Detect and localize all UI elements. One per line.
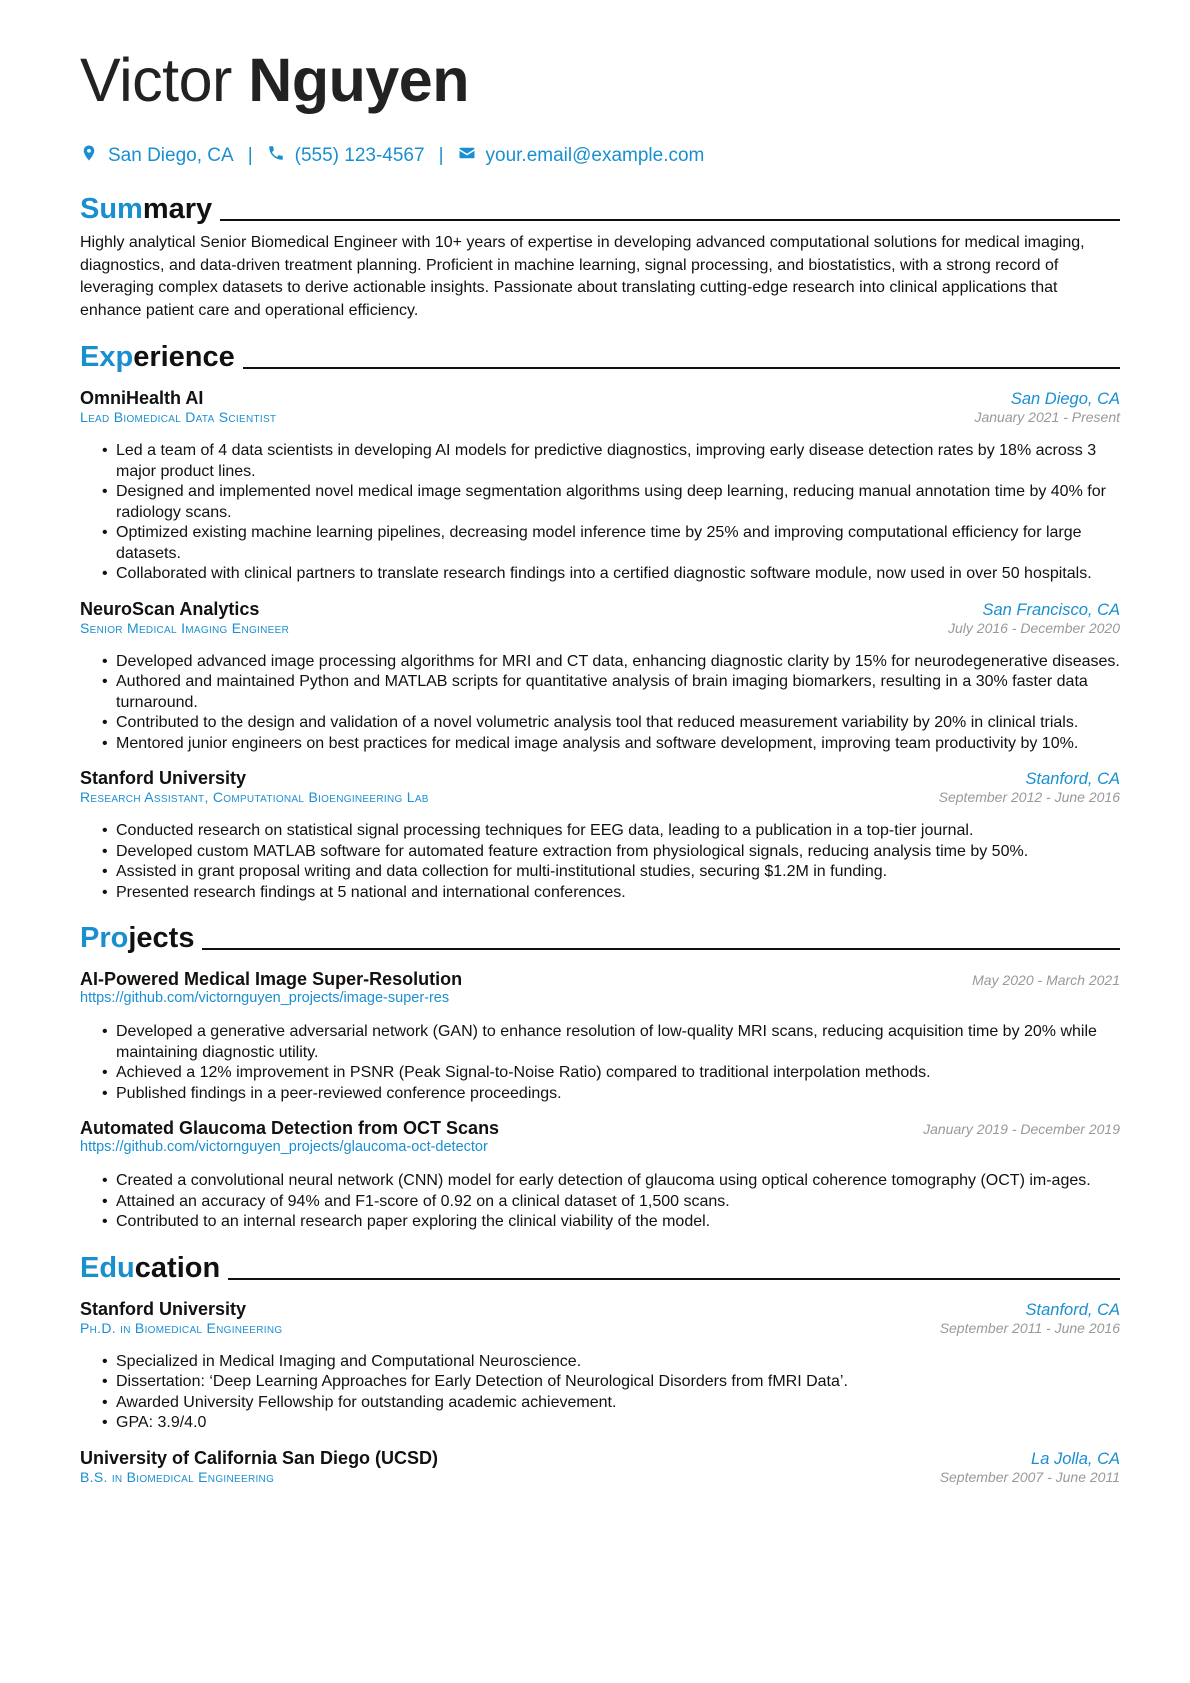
company-name: OmniHealth AI — [80, 388, 204, 408]
education-section — [80, 1239, 1120, 1485]
project-entry — [80, 1118, 1120, 1233]
list-item: • Achieved a 12% improvement in PSNR (Peak Signal-to-Noise Ratio) compared to traditional interpolation methods. — [80, 1063, 1120, 1084]
bullet-list — [80, 821, 1120, 903]
project-link[interactable]: https://github.com/victornguyen_projects/glaucoma-oct-detector — [80, 1139, 488, 1155]
list-item: • Attained an accuracy of 94% and F1-score of 0.92 on a clinical dataset of 1,500 scans. — [80, 1192, 1120, 1213]
project-name: Automated Glaucoma Detection from OCT Scans — [80, 1118, 500, 1138]
job-dates: January 2021 - Present — [974, 409, 1120, 425]
section-title: Experience — [80, 341, 235, 373]
last-name: Nguyen — [248, 46, 469, 114]
section-title: Projects — [80, 922, 195, 954]
list-item: • Conducted research on statistical signal processing techniques for EEG data, leading to a publication in a top-tier journal. — [80, 821, 1120, 842]
school-location: Stanford, CA — [1025, 1300, 1120, 1319]
degree: Ph.D. in Biomedical Engineering — [80, 1319, 283, 1336]
list-item: • Optimized existing machine learning pipelines, decreasing model inference time by 25% and improving computational efficiency for large datasets. — [80, 523, 1120, 564]
section-header — [80, 909, 1120, 953]
project-entry — [80, 969, 1120, 1104]
list-item: • Mentored junior engineers on best practices for medical image analysis and software development, improving team productivity by 10%. — [80, 734, 1120, 755]
experience-entry — [80, 768, 1120, 903]
experience-entry — [80, 599, 1120, 755]
list-item: • Developed custom MATLAB software for automated feature extraction from physiological signals, reducing analysis time by 50%. — [80, 842, 1120, 863]
contact-location — [80, 144, 234, 168]
contact-phone[interactable] — [267, 144, 425, 168]
project-dates: May 2020 - March 2021 — [972, 972, 1120, 988]
section-title: Summary — [80, 193, 213, 225]
list-item: • Dissertation: ‘Deep Learning Approaches for Early Detection of Neurological Disorders from fMRI Data’. — [80, 1372, 1120, 1393]
bullet-list — [80, 652, 1120, 755]
company-name: Stanford University — [80, 768, 247, 788]
job-title: Research Assistant, Computational Bioengineering Lab — [80, 789, 429, 805]
section-divider — [243, 367, 1120, 369]
list-item: • Led a team of 4 data scientists in developing AI models for predictive diagnostics, improving early disease detection rates by 18% across 3 major product lines. — [80, 441, 1120, 482]
list-item: • Contributed to the design and validation of a novel volumetric analysis tool that reduced measurement variability by 20% in clinical trials. — [80, 713, 1120, 734]
project-dates: January 2019 - December 2019 — [923, 1121, 1120, 1137]
list-item: • Specialized in Medical Imaging and Computational Neuroscience. — [80, 1352, 1120, 1373]
degree: B.S. in Biomedical Engineering — [80, 1468, 275, 1485]
job-title: Senior Medical Imaging Engineer — [80, 619, 290, 636]
job-dates: July 2016 - December 2020 — [948, 619, 1120, 636]
experience-section — [80, 328, 1120, 903]
section-divider — [220, 219, 1120, 221]
school-name: Stanford University — [80, 1298, 247, 1319]
list-item: • Designed and implemented novel medical image segmentation algorithms using deep learning, reducing manual annotation time by 40% for radiology scans. — [80, 482, 1120, 523]
contact-bar — [80, 138, 1120, 174]
section-header — [80, 1239, 1120, 1283]
education-entry — [80, 1448, 1120, 1485]
phone-icon — [267, 144, 285, 168]
list-item: • Awarded University Fellowship for outstanding academic achievement. — [80, 1393, 1120, 1414]
bullet-list — [80, 1022, 1120, 1104]
job-location: San Francisco, CA — [982, 600, 1120, 619]
education-dates: September 2011 - June 2016 — [939, 1319, 1120, 1336]
list-item: • Collaborated with clinical partners to translate research findings into a certified diagnostic software module, now used in over 50 hospitals. — [80, 564, 1120, 585]
school-location: La Jolla, CA — [1031, 1449, 1120, 1468]
section-header — [80, 180, 1120, 224]
email-link: your.email@example.com — [485, 145, 705, 166]
phone-text: (555) 123-4567 — [294, 145, 425, 166]
list-item: • Authored and maintained Python and MATLAB scripts for quantitative analysis of brain imaging biomarkers, resulting in a 30% faster data turnaround. — [80, 672, 1120, 713]
resume-name — [80, 34, 1120, 126]
list-item: • Published findings in a peer-reviewed conference proceedings. — [80, 1084, 1120, 1105]
contact-separator: | — [438, 145, 444, 166]
map-pin-icon — [80, 144, 98, 168]
list-item: • GPA: 3.9/4.0 — [80, 1413, 1120, 1434]
list-item: • Developed advanced image processing algorithms for MRI and CT data, enhancing diagnostic clarity by 15% for neurodegenerative diseases. — [80, 652, 1120, 673]
job-title: Lead Biomedical Data Scientist — [80, 409, 277, 425]
list-item: • Created a convolutional neural network (CNN) model for early detection of glaucoma using optical coherence tomography (OCT) im-ages. — [80, 1171, 1120, 1192]
list-item: • Contributed to an internal research paper exploring the clinical viability of the model. — [80, 1212, 1120, 1233]
summary-section — [80, 180, 1120, 322]
bullet-list — [80, 1171, 1120, 1233]
school-name: University of California San Diego (UCSD) — [80, 1447, 439, 1468]
section-divider — [202, 948, 1120, 950]
bullet-list — [80, 1352, 1120, 1434]
location-text: San Diego, CA — [108, 145, 234, 166]
list-item: • Presented research findings at 5 national and international conferences. — [80, 883, 1120, 904]
experience-entry — [80, 388, 1120, 585]
section-title: Education — [80, 1251, 221, 1284]
project-name: AI-Powered Medical Image Super-Resolution — [80, 969, 463, 989]
bullet-list — [80, 441, 1120, 585]
envelope-icon — [458, 144, 476, 168]
section-divider — [228, 1278, 1120, 1280]
summary-text: Highly analytical Senior Biomedical Engineer with 10+ years of expertise in developing advanced computational solutions for medical imaging, diagnostics, and data-driven treatment planning. Proficient in machine learning, signal processing, and biostatistics, with a strong record of leveraging complex datasets to derive actionable insights. Passionate about translating cutting-edge research into clinical applications that enhance patient care and operational efficiency. — [80, 234, 1085, 319]
projects-section — [80, 909, 1120, 1233]
project-link[interactable]: https://github.com/victornguyen_projects/image-super-res — [80, 990, 450, 1006]
job-dates: September 2012 - June 2016 — [938, 789, 1120, 805]
first-name: Victor — [80, 46, 232, 114]
list-item: • Developed a generative adversarial network (GAN) to enhance resolution of low-quality MRI scans, reducing acquisition time by 20% while maintaining diagnostic utility. — [80, 1022, 1120, 1063]
company-name: NeuroScan Analytics — [80, 598, 260, 619]
contact-separator: | — [247, 145, 253, 166]
section-header — [80, 328, 1120, 372]
list-item: • Assisted in grant proposal writing and data collection for multi-institutional studies, securing $1.2M in funding. — [80, 862, 1120, 883]
contact-email[interactable] — [458, 144, 705, 168]
education-entry — [80, 1299, 1120, 1434]
job-location: San Diego, CA — [1010, 390, 1120, 408]
job-location: Stanford, CA — [1025, 770, 1120, 788]
education-dates: September 2007 - June 2011 — [939, 1468, 1120, 1485]
